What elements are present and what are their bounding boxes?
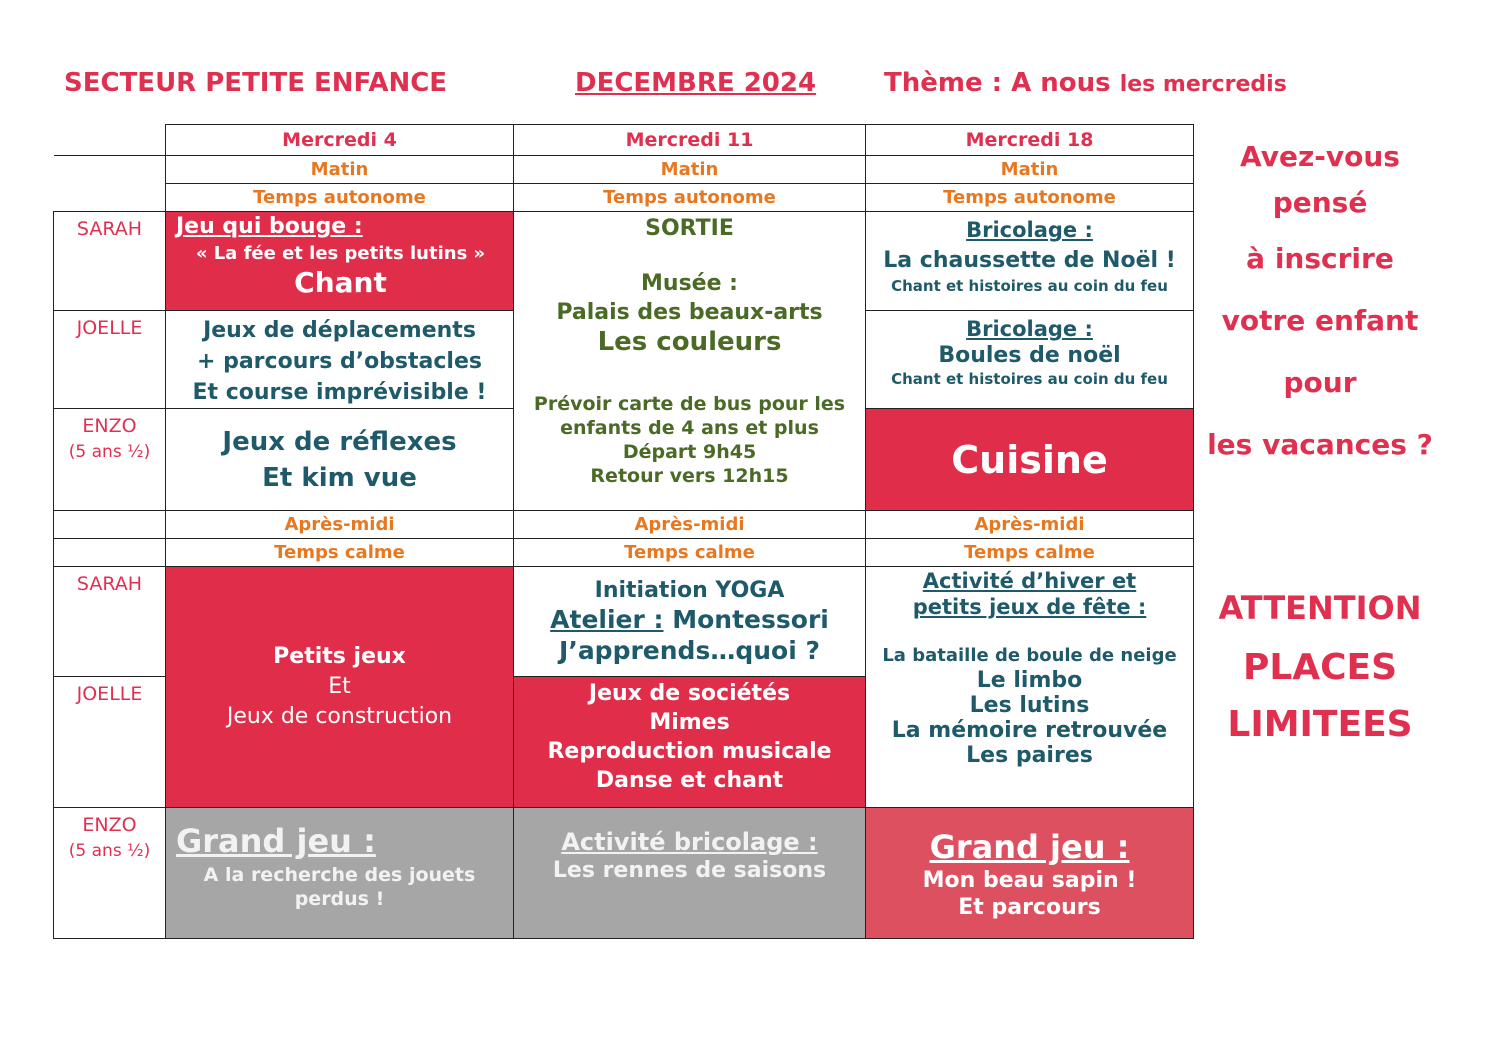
activity-line-2: Et parcours (958, 895, 1101, 920)
autonomous-row (54, 184, 1194, 212)
morning-joelle-w18-cell (866, 311, 1194, 409)
enzo-name: ENZO (82, 814, 137, 836)
activity-title: Activité bricolage : (561, 828, 818, 856)
activity-title: Jeu qui bouge : (176, 214, 363, 239)
morning-label-w18: Matin (866, 156, 1194, 184)
group-joelle-label: JOELLE (54, 677, 166, 808)
outing-note-1: Prévoir carte de bus pour les (533, 393, 846, 415)
morning-enzo-w4-cell (166, 409, 514, 511)
afternoon-enzo-w4-cell (166, 808, 514, 939)
outing-return: Retour vers 12h15 (590, 465, 789, 487)
activity-item: Le limbo (976, 668, 1083, 693)
reminder-line: pour (1283, 366, 1357, 399)
atelier-label: Atelier : (550, 605, 664, 634)
morning-joelle-w4-cell (166, 311, 514, 409)
schedule-table (53, 124, 1194, 939)
corner-blank (54, 125, 166, 156)
activity-title: Bricolage : (966, 317, 1093, 341)
afternoon-sj-w18-cell (866, 567, 1194, 808)
sector-title: SECTEUR PETITE ENFANCE (64, 68, 448, 98)
enzo-age: (5 ans ½) (68, 442, 151, 462)
activity-line-3: Et course imprévisible ! (192, 380, 487, 405)
day-header-w11: Mercredi 11 (514, 125, 866, 156)
activity-title: Cuisine (951, 437, 1108, 482)
corner-blank (54, 156, 166, 184)
reminder-line: Avez-vous (1240, 140, 1400, 173)
calm-label-w11: Temps calme (514, 539, 866, 567)
activity-item: Les lutins (969, 693, 1090, 718)
autonomous-label-w18: Temps autonome (866, 184, 1194, 212)
calm-row (54, 539, 1194, 567)
side-warning (1205, 578, 1435, 752)
afternoon-enzo-row (54, 808, 1194, 939)
activity-line-3: Reproduction musicale (547, 739, 832, 764)
activity-title: Bricolage : (966, 218, 1093, 242)
outing-note-2: enfants de 4 ans et plus (560, 417, 819, 439)
afternoon-blank (54, 511, 166, 539)
activity-line-1: Jeux de réflexes (222, 426, 457, 457)
reminder-line: pensé (1272, 186, 1368, 219)
activity-line-1: Petits jeux (273, 644, 406, 669)
activity-line-1: Initiation YOGA (594, 578, 785, 603)
afternoon-row (54, 511, 1194, 539)
activity-subtitle: « La fée et les petits lutins » (195, 243, 486, 264)
afternoon-label-w18: Après-midi (866, 511, 1194, 539)
activity-extra: Chant (294, 266, 387, 299)
afternoon-sj-w4-cell (166, 567, 514, 808)
theme-title (884, 68, 1287, 98)
activity-subtitle: La chaussette de Noël ! (883, 248, 1176, 273)
activity-line-4: Danse et chant (595, 768, 784, 793)
morning-sarah-w4-cell (166, 212, 514, 311)
activity-line-2: Mimes (649, 710, 730, 735)
calm-blank (54, 539, 166, 567)
day-header-w4: Mercredi 4 (166, 125, 514, 156)
enzo-name: ENZO (82, 415, 137, 437)
group-enzo-label (54, 409, 166, 511)
activity-item: La bataille de boule de neige (882, 645, 1177, 666)
afternoon-joelle-w11-cell (514, 677, 866, 808)
morning-label-w4: Matin (166, 156, 514, 184)
reminder-line: les vacances ? (1207, 428, 1433, 461)
activity-line-3: J’apprends…quoi ? (559, 636, 820, 665)
activity-line-1: A la recherche des jouets (203, 864, 476, 886)
activity-line-2: Et (328, 674, 351, 699)
warning-attention: ATTENTION (1218, 589, 1422, 627)
museum-label: Musée : (641, 271, 738, 296)
afternoon-sarah-row (54, 567, 1194, 677)
afternoon-label-w4: Après-midi (166, 511, 514, 539)
day-header-w18: Mercredi 18 (866, 125, 1194, 156)
morning-sarah-row (54, 212, 1194, 311)
museum-theme: Les couleurs (597, 327, 782, 357)
theme-label: Thème : A nous (884, 68, 1111, 98)
activity-item: La mémoire retrouvée (891, 718, 1168, 743)
activity-line-2 (514, 605, 865, 634)
activity-title: Grand jeu : (176, 822, 376, 860)
activity-line-2: perdus ! (294, 888, 385, 910)
group-enzo-label (54, 808, 166, 939)
side-reminder (1205, 136, 1435, 476)
reminder-line: votre enfant (1221, 304, 1419, 337)
morning-enzo-w18-cell (866, 409, 1194, 511)
group-sarah-label: SARAH (54, 212, 166, 311)
afternoon-label-w11: Après-midi (514, 511, 866, 539)
calm-label-w18: Temps calme (866, 539, 1194, 567)
activity-extra: Chant et histoires au coin du feu (891, 370, 1168, 388)
outing-depart: Départ 9h45 (622, 441, 757, 463)
day-header-row (54, 125, 1194, 156)
autonomous-label-w4: Temps autonome (166, 184, 514, 212)
atelier-name: Montessori (672, 605, 829, 634)
group-joelle-label: JOELLE (54, 311, 166, 409)
activity-title-1: Activité d’hiver et (922, 569, 1137, 593)
activity-subtitle: Boules de noël (938, 343, 1121, 368)
activity-line-3: Jeux de construction (226, 704, 453, 729)
calm-label-w4: Temps calme (166, 539, 514, 567)
reminder-line: à inscrire (1246, 242, 1394, 275)
activity-line-2: + parcours d’obstacles (197, 349, 482, 374)
corner-blank (54, 184, 166, 212)
morning-outing-w11-cell (514, 212, 866, 511)
month-title: DECEMBRE 2024 (575, 68, 817, 98)
afternoon-enzo-w11-cell (514, 808, 866, 939)
autonomous-label-w11: Temps autonome (514, 184, 866, 212)
warning-limitees: LIMITEES (1227, 704, 1413, 745)
activity-line-2: Et kim vue (262, 462, 417, 493)
group-sarah-label: SARAH (54, 567, 166, 677)
activity-title: Grand jeu : (929, 828, 1130, 866)
enzo-age: (5 ans ½) (68, 841, 151, 861)
afternoon-sarah-w11-cell (514, 567, 866, 677)
activity-title-2: petits jeux de fête : (912, 595, 1147, 619)
activity-line-1: Jeux de déplacements (203, 318, 476, 343)
theme-suffix: les mercredis (1119, 72, 1287, 97)
morning-sarah-w18-cell (866, 212, 1194, 311)
morning-label-w11: Matin (514, 156, 866, 184)
museum-name: Palais des beaux-arts (556, 300, 823, 325)
warning-places: PLACES (1242, 647, 1398, 688)
activity-item: Les paires (966, 743, 1093, 768)
outing-title: SORTIE (645, 216, 734, 241)
afternoon-enzo-w18-cell (866, 808, 1194, 939)
activity-line-1: Jeux de sociétés (588, 681, 791, 706)
morning-row (54, 156, 1194, 184)
activity-line-1: Mon beau sapin ! (922, 868, 1137, 893)
activity-line-1: Les rennes de saisons (552, 858, 827, 883)
activity-extra: Chant et histoires au coin du feu (891, 277, 1168, 295)
